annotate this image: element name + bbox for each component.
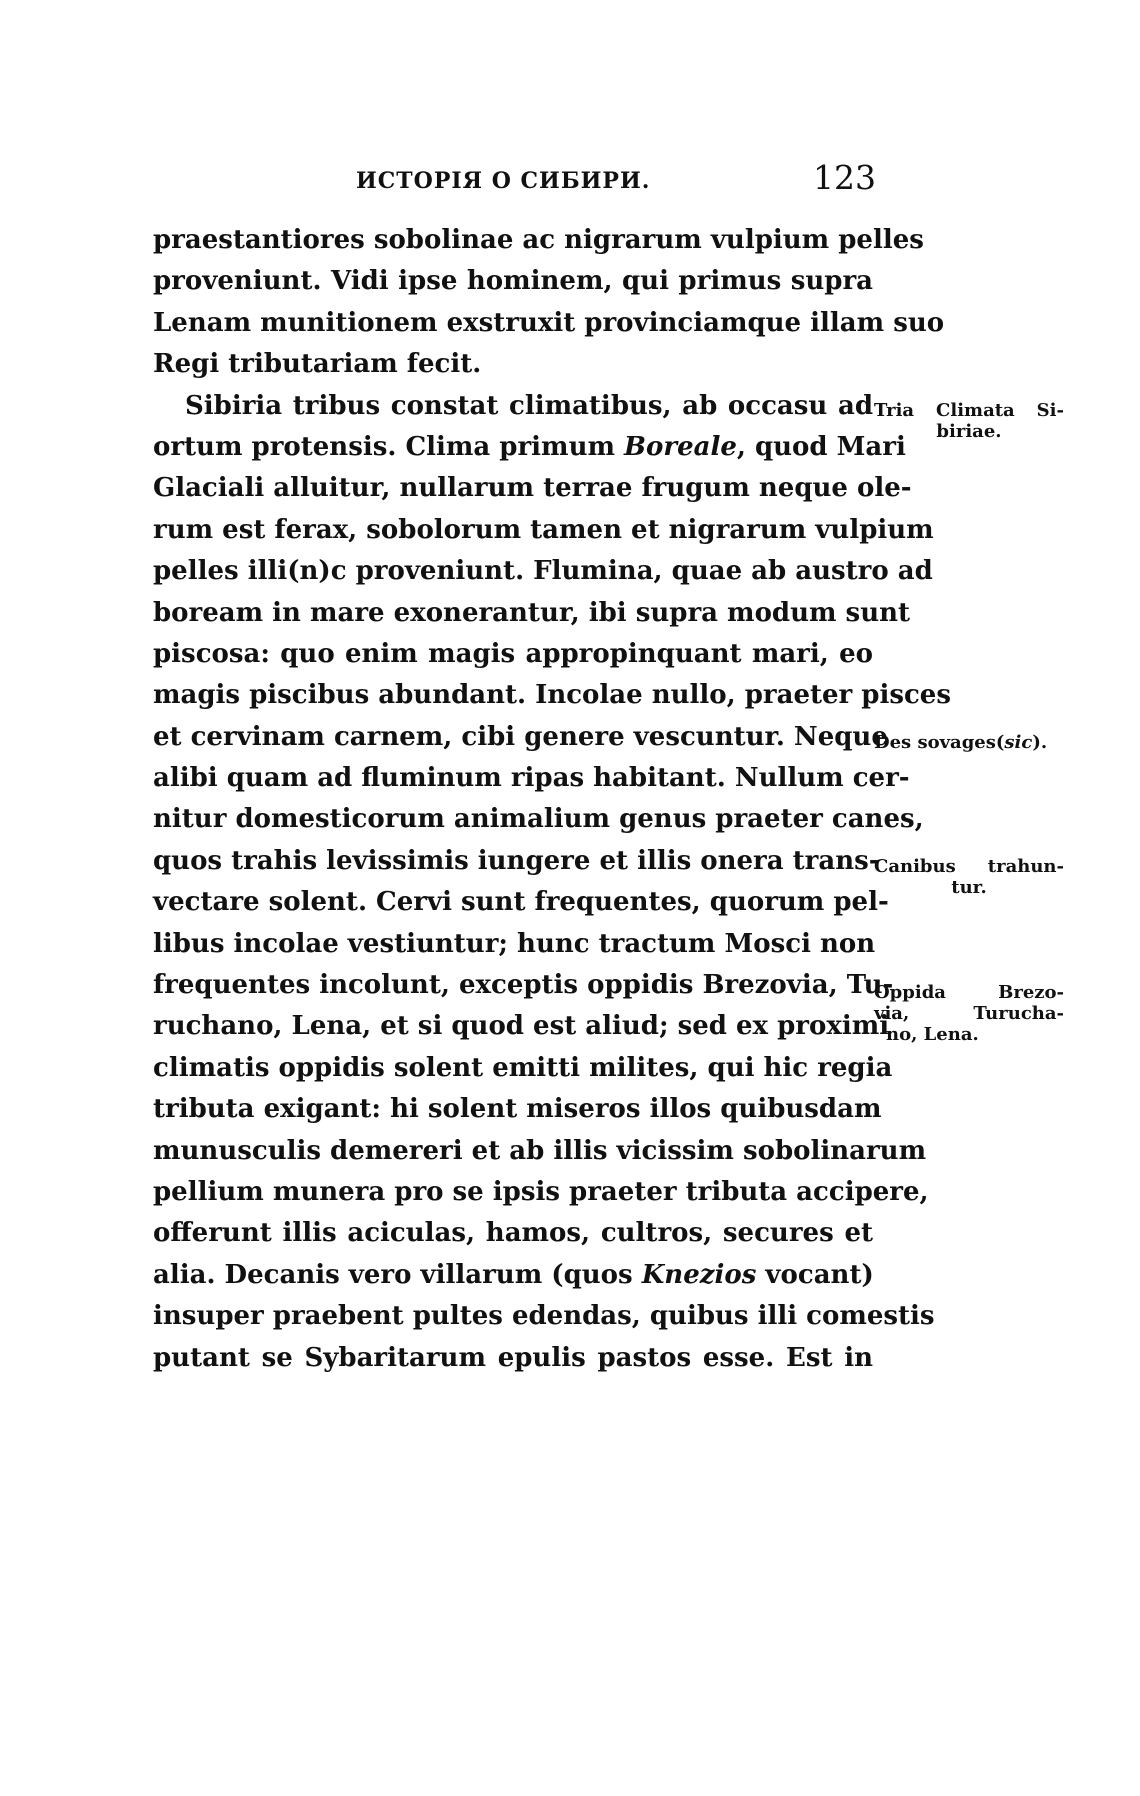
text-line: Sibiria tribus constat climatibus, ab occasu ad xyxy=(185,390,873,421)
margin-note-canibus xyxy=(874,856,1064,898)
text-fragment: , quod Mari xyxy=(736,431,906,462)
text-line: insuper praebent pultes edendas, quibus illi comestis xyxy=(153,1301,935,1332)
running-head xyxy=(153,150,876,200)
text-line: munusculis demereri et ab illis vicissim sobolinarum xyxy=(153,1135,927,1166)
margin-note-line: biriae. xyxy=(936,421,1002,442)
text-line: Glaciali alluitur, nullarum terrae frugum neque ole- xyxy=(153,473,912,504)
text-line: offerunt illis aciculas, hamos, cultros, secures et xyxy=(153,1218,873,1249)
text-line: nitur domesticorum animalium genus praeter canes, xyxy=(153,804,924,835)
margin-note-italic: sic xyxy=(1004,732,1033,753)
text-line: pelles illi(n)c proveniunt. Flumina, quae ab austro ad xyxy=(153,556,933,587)
margin-note-fragment: ). xyxy=(1032,732,1048,753)
italic-word: Knezios xyxy=(641,1259,757,1290)
margin-note-line: via, Turucha- xyxy=(874,1003,1064,1024)
text-line: et cervinam carnem, cibi genere vescuntur. Neque xyxy=(153,721,888,752)
margin-note-line: Oppida Brezo- xyxy=(874,982,1064,1003)
margin-note-line: Tria Climata Si- xyxy=(874,400,1064,421)
text-line: vectare solent. Cervi sunt frequentes, quorum pel- xyxy=(153,887,889,918)
text-line: Lenam munitionem exstruxit provinciamque illam suo xyxy=(153,307,945,338)
text-line: boream in mare exonerantur, ibi supra modum sunt xyxy=(153,597,911,628)
page-number: 123 xyxy=(813,158,876,197)
text-line: tributa exigant: hi solent miseros illos quibusdam xyxy=(153,1094,882,1125)
margin-note-sovages xyxy=(874,732,1064,753)
text-line xyxy=(153,1255,873,1296)
text-line: proveniunt. Vidi ipse hominem, qui primus supra xyxy=(153,266,873,297)
margin-note-line: tur. xyxy=(951,877,987,898)
text-line: libus incolae vestiuntur; hunc tractum Mosci non xyxy=(153,928,876,959)
text-line: ruchano, Lena, et si quod est aliud; sed ex proximi xyxy=(153,1011,890,1042)
text-line: praestantiores sobolinae ac nigrarum vulpium pelles xyxy=(153,225,924,255)
text-line: alibi quam ad fluminum ripas habitant. Nullum cer- xyxy=(153,763,910,794)
text-line: piscosa: quo enim magis appropinquant mari, eo xyxy=(153,638,873,669)
text-line: magis piscibus abundant. Incolae nullo, praeter pisces xyxy=(153,680,951,711)
text-line: rum est ferax, sobolorum tamen et nigrarum vulpium xyxy=(153,514,934,545)
italic-word: Boreale xyxy=(624,431,737,462)
text-line: putant se Sybaritarum epulis pastos esse. Est in xyxy=(153,1342,873,1373)
text-line: Regi tributariam fecit. xyxy=(153,349,482,380)
text-line: climatis oppidis solent emitti milites, qui hic regia xyxy=(153,1052,893,1083)
text-line: quos trahis levissimis iungere et illis onera trans- xyxy=(153,845,880,876)
text-fragment: alia. Decanis vero villarum (quos xyxy=(153,1259,642,1290)
text-fragment: vocant) xyxy=(756,1259,874,1290)
text-line: frequentes incolunt, exceptis oppidis Brezovia, Tu- xyxy=(153,970,894,1001)
margin-note-fragment: Des sovages( xyxy=(874,732,1005,753)
text-line xyxy=(153,427,906,468)
text-fragment: ortum protensis. Clima primum xyxy=(153,431,625,462)
margin-note-climata xyxy=(874,400,1064,442)
running-title: ИСТОРІЯ О СИБИРИ. xyxy=(356,168,651,194)
margin-note-oppida xyxy=(874,982,1064,1045)
margin-note-line: no, Lena. xyxy=(886,1024,979,1045)
text-line: pellium munera pro se ipsis praeter tributa accipere, xyxy=(153,1176,929,1207)
margin-note-line: Canibus trahun- xyxy=(874,856,1064,877)
